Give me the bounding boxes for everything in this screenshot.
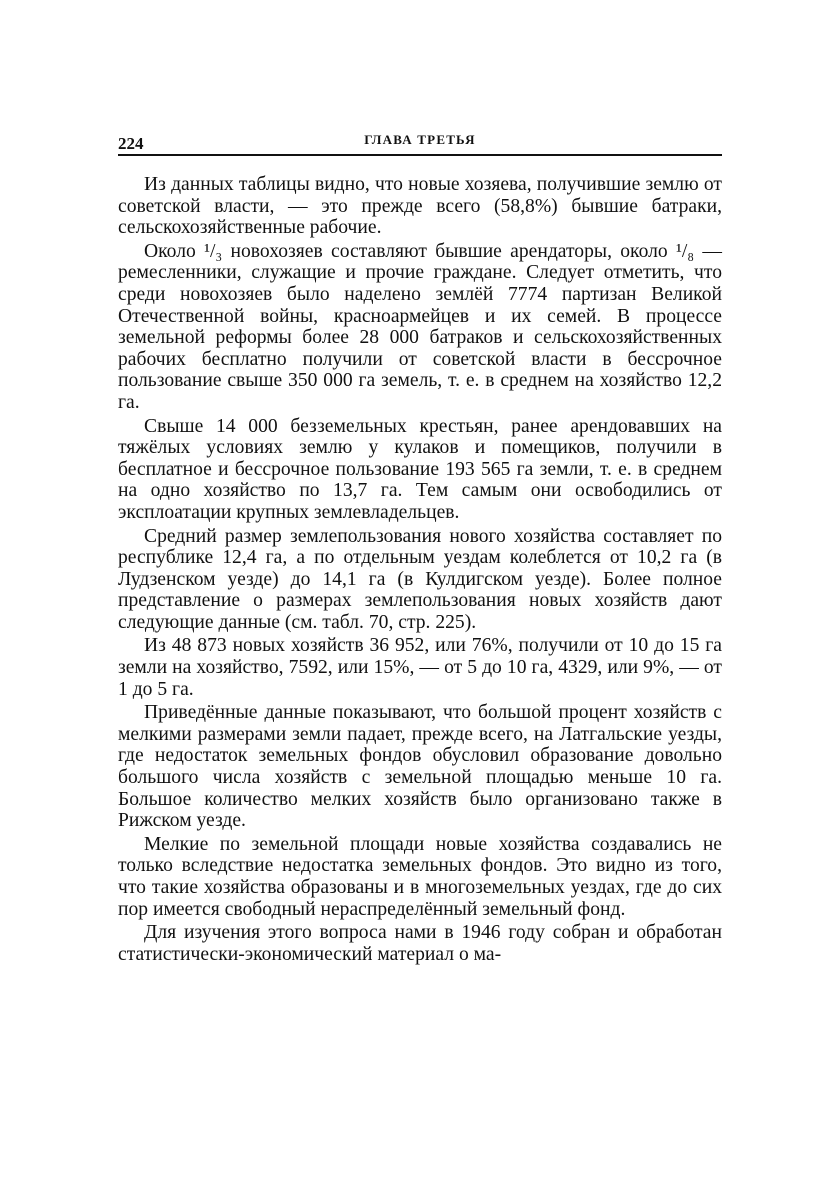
page-header [118, 128, 722, 156]
page-number: 224 [118, 134, 144, 153]
paragraph: Около ¹/₃ новохозяев составляют бывшие арендаторы, около ¹/₈ — ремесленники, служащие и прочие граждане. Следует отметить, что среди новохозяев было наделено землёй 7774 партизан Великой Отечественной войны, красноармейцев и их семей. В процессе земельной реформы более 28 000 батраков и сельскохозяйственных рабочих бесплатно получили от советской власти в бессрочное пользование свыше 350 000 га земель, т. е. в среднем на хозяйство 12,2 га. [118, 240, 722, 413]
paragraph: Свыше 14 000 безземельных крестьян, ранее арендовавших на тяжёлых условиях землю у кулаков и помещиков, получили в бесплатное и бессрочное пользование 193 565 га земли, т. е. в среднем на одно хозяйство по 13,7 га. Тем самым они освободились от эксплоатации крупных землевладельцев. [118, 415, 722, 523]
paragraph: Средний размер землепользования нового хозяйства составляет по республике 12,4 га, а по отдельным уездам колеблется от 10,2 га (в Лудзенском уезде) до 14,1 га (в Кулдигском уезде). Более полное представление о размерах землепользования новых хозяйств дают следующие данные (см. табл. 70, стр. 225). [118, 525, 722, 633]
paragraph: Для изучения этого вопроса нами в 1946 году собран и обработан статистически-экономический материал о ма- [118, 922, 722, 965]
paragraph: Из данных таблицы видно, что новые хозяева, получившие землю от советской власти, — это прежде всего (58,8%) бывшие батраки, сельскохозяйственные рабочие. [118, 174, 722, 239]
paragraph: Приведённые данные показывают, что большой процент хозяйств с мелкими размерами земли падает, прежде всего, на Латгальские уезды, где недостаток земельных фондов обусловил образование довольно большого числа хозяйств с земельной площадью меньше 10 га. Большое количество мелких хозяйств было организовано также в Рижском уезде. [118, 702, 722, 832]
chapter-title: ГЛАВА ТРЕТЬЯ [364, 132, 476, 147]
paragraph: Мелкие по земельной площади новые хозяйства создавались не только вследствие недостатка земельных фондов. Это видно из того, что такие хозяйства образованы и в многоземельных уездах, где до сих пор имеется свободный нераспределённый земельный фонд. [118, 833, 722, 920]
body-text [118, 174, 722, 965]
paragraph: Из 48 873 новых хозяйств 36 952, или 76%, получили от 10 до 15 га земли на хозяйство, 7592, или 15%, — от 5 до 10 га, 4329, или 9%, — от 1 до 5 га. [118, 635, 722, 700]
